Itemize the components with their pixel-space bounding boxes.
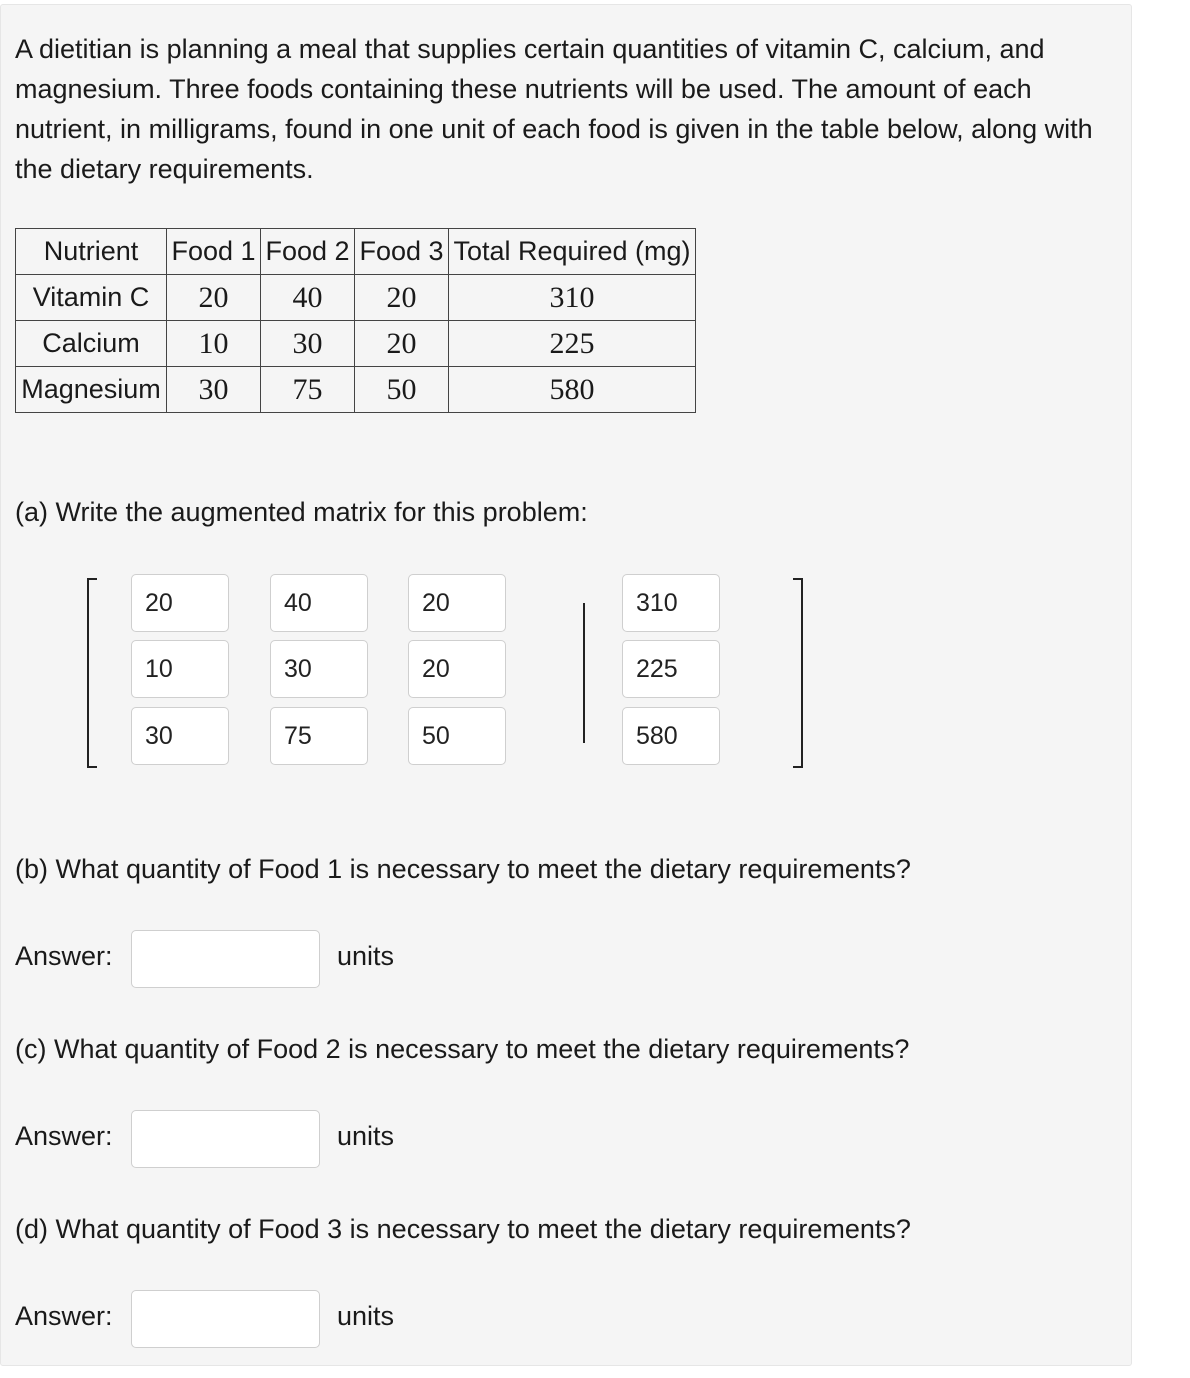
matrix-cell-r2-c3[interactable] [408,640,506,698]
food-3-answer-input[interactable] [131,1290,320,1348]
table-cell: 30 [167,367,261,413]
question-panel [0,4,1132,1366]
matrix-cell-r3-c3[interactable] [408,707,506,765]
table-cell: 310 [449,275,696,321]
table-cell: 225 [449,321,696,367]
table-cell: Vitamin C [16,275,167,321]
table-cell: 20 [355,275,449,321]
part-d-units-label: units [337,1301,395,1331]
nutrient-table [15,228,696,413]
part-c-units-label: units [337,1121,395,1151]
table-cell: 10 [167,321,261,367]
part-b-question: (b) What quantity of Food 1 is necessary to meet the dietary requirements? [15,854,911,884]
table-cell: Magnesium [16,367,167,413]
matrix-cell-r2-c2[interactable] [270,640,368,698]
table-cell: 20 [167,275,261,321]
matrix-cell-r1-c3[interactable] [408,574,506,632]
table-header-row [16,229,696,275]
matrix-right-bracket [793,578,803,768]
table-header-cell: Food 3 [355,229,449,275]
table-cell: 40 [261,275,355,321]
table-cell: 50 [355,367,449,413]
matrix-cell-r1-c1[interactable] [131,574,229,632]
part-b-units-label: units [337,941,395,971]
matrix-left-bracket [87,578,97,768]
matrix-cell-r3-c4[interactable] [622,707,720,765]
food-1-answer-input[interactable] [131,930,320,988]
table-header-cell: Food 2 [261,229,355,275]
table-row [16,321,696,367]
table-cell: 75 [261,367,355,413]
table-cell: 20 [355,321,449,367]
part-a-question: (a) Write the augmented matrix for this problem: [15,497,588,527]
matrix-cell-r3-c2[interactable] [270,707,368,765]
matrix-cell-r1-c2[interactable] [270,574,368,632]
table-cell: 580 [449,367,696,413]
augmented-divider [583,603,585,743]
part-d-question: (d) What quantity of Food 3 is necessary to meet the dietary requirements? [15,1214,911,1244]
matrix-cell-r2-c1[interactable] [131,640,229,698]
part-d-answer-label: Answer: [15,1301,113,1331]
table-header-cell: Food 1 [167,229,261,275]
table-row [16,275,696,321]
table-header-cell: Nutrient [16,229,167,275]
matrix-cell-r2-c4[interactable] [622,640,720,698]
table-header-cell: Total Required (mg) [449,229,696,275]
table-cell: Calcium [16,321,167,367]
part-b-answer-label: Answer: [15,941,113,971]
part-c-question: (c) What quantity of Food 2 is necessary to meet the dietary requirements? [15,1034,910,1064]
part-c-answer-label: Answer: [15,1121,113,1151]
food-2-answer-input[interactable] [131,1110,320,1168]
matrix-cell-r1-c4[interactable] [622,574,720,632]
matrix-cell-r3-c1[interactable] [131,707,229,765]
problem-statement: A dietitian is planning a meal that supplies certain quantities of vitamin C, calcium, and magnesium. Three foods containing these nutrients will be used. The amount of each nutrient, in milligrams, found in one unit of each food is given in the table below, along with the dietary requirements. [15,34,1093,184]
table-row [16,367,696,413]
table-cell: 30 [261,321,355,367]
